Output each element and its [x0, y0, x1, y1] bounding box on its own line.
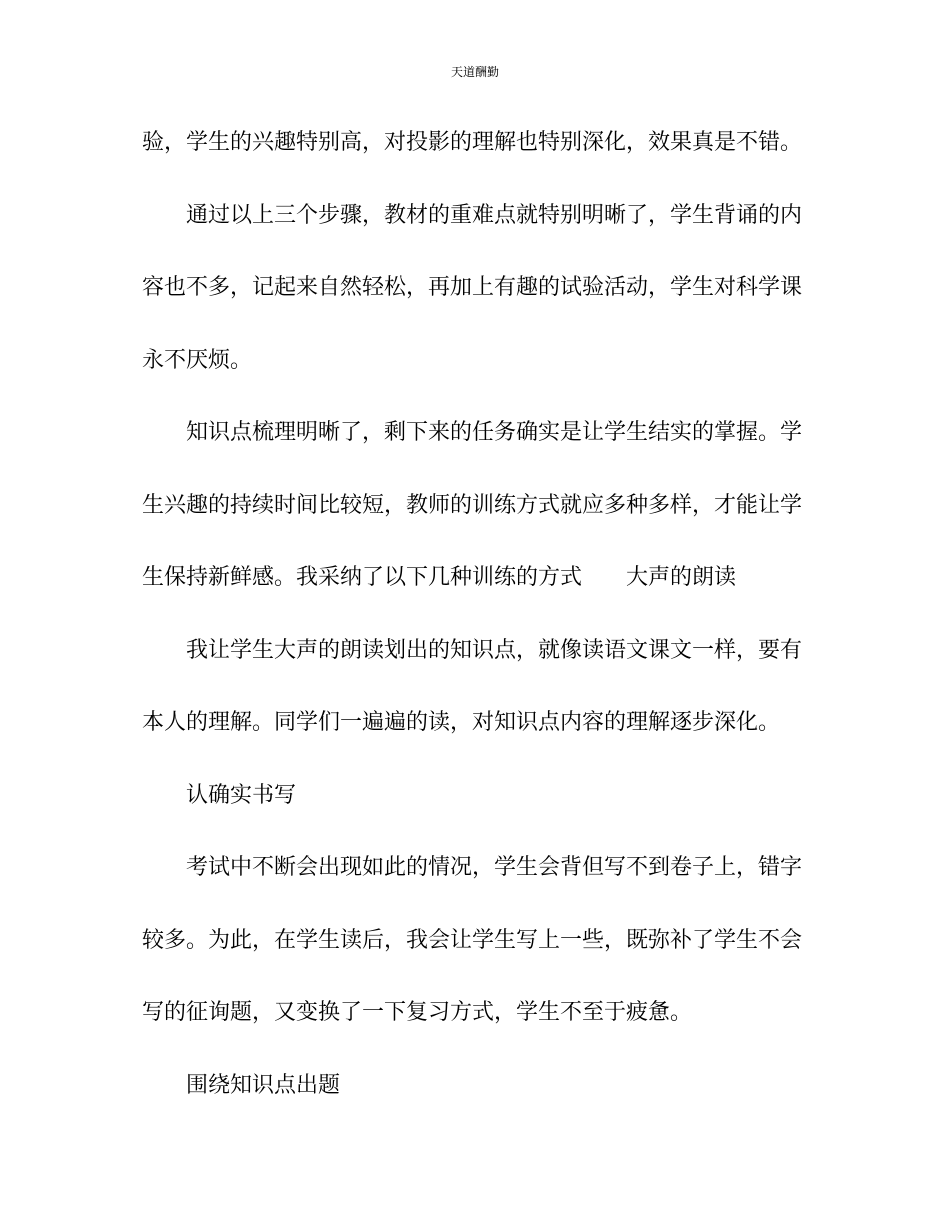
section-heading: 认确实书写 [186, 782, 297, 808]
section-heading: 围绕知识点出题 [186, 1072, 341, 1098]
text-line: 生保持新鲜感。我采纳了以下几种训练的方式 大声的朗读 [142, 565, 737, 590]
text-line: 本人的理解。同学们一遍遍的读，对知识点内容的理解逐步深化。 [142, 710, 781, 735]
body-text [142, 117, 802, 1132]
text-line: 我让学生大声的朗读划出的知识点，就像读语文课文一样，要有 [186, 637, 803, 663]
text-line: 验，学生的兴趣特别高，对投影的理解也特别深化，效果真是不错。 [142, 130, 803, 155]
page-header: 天道酬勤 [450, 65, 499, 79]
text-line: 写的征询题，又变换了一下复习方式，学生不至于疲惫。 [142, 1000, 693, 1025]
text-line: 永不厌烦。 [142, 347, 253, 373]
text-line: 知识点梳理明晰了，剩下来的任务确实是让学生结实的掌握。学 [186, 420, 803, 445]
text-line: 通过以上三个步骤，教材的重难点就特别明晰了，学生背诵的内 [186, 202, 803, 228]
text-line: 考试中不断会出现如此的情况，学生会背但写不到卷子上，错字 [186, 855, 803, 880]
text-line: 生兴趣的持续时间比较短，教师的训练方式就应多种多样，才能让学 [142, 492, 803, 518]
text-line: 容也不多，记起来自然轻松，再加上有趣的试验活动，学生对科学课 [142, 275, 803, 300]
text-line: 较多。为此，在学生读后，我会让学生写上一些，既弥补了学生不会 [142, 927, 803, 953]
